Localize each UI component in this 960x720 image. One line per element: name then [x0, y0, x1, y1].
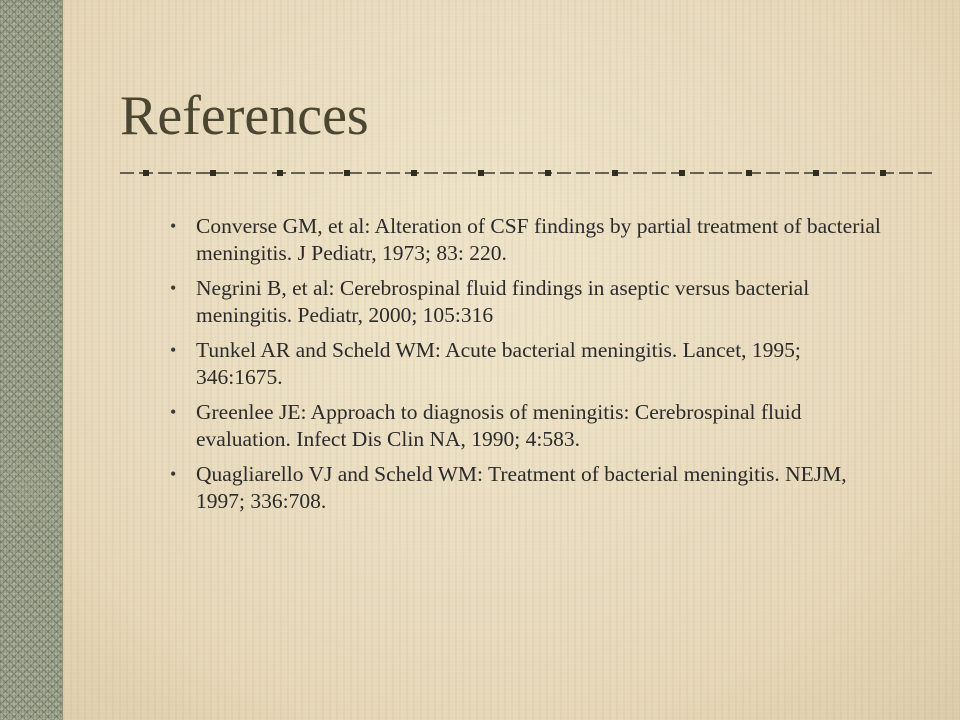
rule-marker [746, 170, 752, 176]
reference-text: Negrini B, et al: Cerebrospinal fluid findings in aseptic versus bacterial meningitis. Pediatr, 2000; 105:316 [196, 276, 810, 327]
bullet-dot-icon: • [170, 216, 177, 236]
reference-item-3 [166, 337, 886, 391]
reference-item-1 [166, 213, 886, 267]
reference-text: Converse GM, et al: Alteration of CSF findings by partial treatment of bacterial meningitis. J Pediatr, 1973; 83: 220. [196, 214, 881, 265]
reference-list [166, 213, 886, 523]
decorative-side-strip [0, 0, 63, 720]
rule-marker [344, 170, 350, 176]
rule-marker [411, 170, 417, 176]
bullet-dot-icon: • [170, 340, 177, 360]
reference-item-5 [166, 461, 886, 515]
reference-text: Tunkel AR and Scheld WM: Acute bacterial meningitis. Lancet, 1995; 346:1675. [196, 338, 801, 389]
slide-title: References [120, 85, 369, 147]
bullet-dot-icon: • [170, 464, 177, 484]
rule-marker [545, 170, 551, 176]
reference-item-4 [166, 399, 886, 453]
rule-marker [143, 170, 149, 176]
bullet-dot-icon: • [170, 278, 177, 298]
rule-marker [679, 170, 685, 176]
reference-text: Greenlee JE: Approach to diagnosis of meningitis: Cerebrospinal fluid evaluation. Infect Dis Clin NA, 1990; 4:583. [196, 400, 802, 451]
rule-marker [277, 170, 283, 176]
rule-marker [813, 170, 819, 176]
rule-marker [880, 170, 886, 176]
reference-item-2 [166, 275, 886, 329]
rule-marker [612, 170, 618, 176]
title-divider [120, 164, 932, 182]
bullet-dot-icon: • [170, 402, 177, 422]
rule-marker [478, 170, 484, 176]
rule-marker [210, 170, 216, 176]
reference-text: Quagliarello VJ and Scheld WM: Treatment of bacterial meningitis. NEJM, 1997; 336:708. [196, 462, 847, 513]
